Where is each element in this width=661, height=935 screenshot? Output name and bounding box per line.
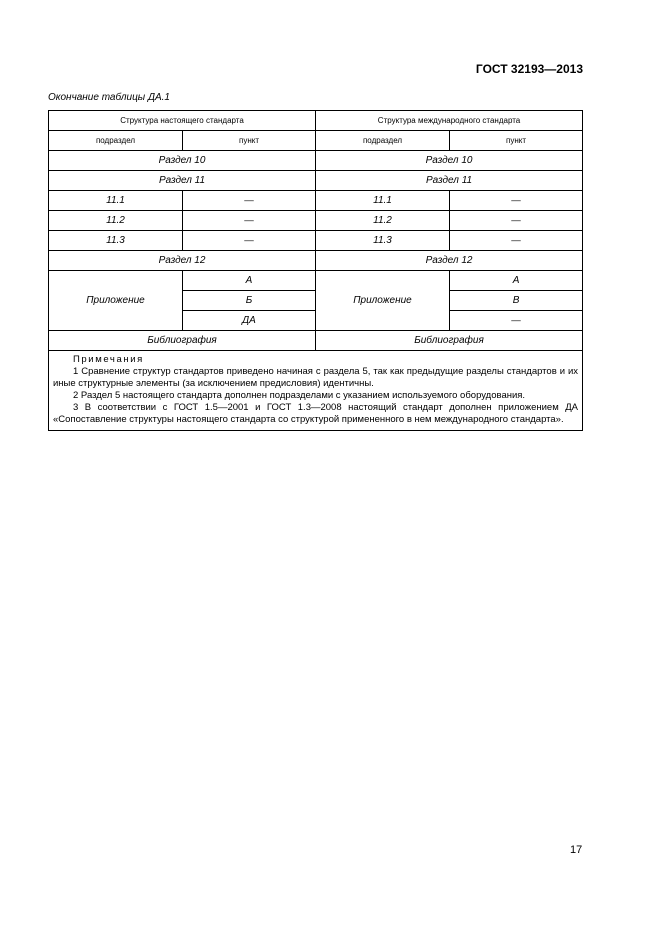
item-cell: — xyxy=(450,191,583,211)
column-subheader: подраздел xyxy=(49,131,183,151)
appendix-item-cell: — xyxy=(450,311,583,331)
subsection-cell: 11.1 xyxy=(49,191,183,211)
column-subheader: подраздел xyxy=(316,131,450,151)
page-number: 17 xyxy=(570,844,583,856)
table-caption: Окончание таблицы ДА.1 xyxy=(48,92,170,103)
notes-title: Примечания xyxy=(73,354,144,365)
table-header-row xyxy=(49,111,583,131)
table-row xyxy=(49,271,583,291)
section-cell: Раздел 10 xyxy=(49,151,316,171)
comparison-table xyxy=(48,110,583,431)
item-cell: — xyxy=(183,211,316,231)
appendix-item-cell: А xyxy=(450,271,583,291)
standard-number: ГОСТ 32193—2013 xyxy=(475,62,583,76)
appendix-label-cell: Приложение xyxy=(316,271,450,331)
table-row xyxy=(49,231,583,251)
notes-row xyxy=(49,351,583,431)
column-subheader: пункт xyxy=(450,131,583,151)
subsection-cell: 11.2 xyxy=(316,211,450,231)
table-row xyxy=(49,171,583,191)
notes-cell xyxy=(49,351,583,431)
section-cell: Раздел 10 xyxy=(316,151,583,171)
item-cell: — xyxy=(183,191,316,211)
section-cell: Раздел 11 xyxy=(49,171,316,191)
item-cell: — xyxy=(183,231,316,251)
column-group-header: Структура международного стандарта xyxy=(316,111,583,131)
column-subheader: пункт xyxy=(183,131,316,151)
bibliography-cell: Библиография xyxy=(316,331,583,351)
appendix-item-cell: ДА xyxy=(183,311,316,331)
table-row xyxy=(49,191,583,211)
bibliography-cell: Библиография xyxy=(49,331,316,351)
table-row xyxy=(49,211,583,231)
appendix-item-cell: В xyxy=(450,291,583,311)
note-item: 1 Сравнение структур стандартов приведено начиная с раздела 5, так как предыдущие разделы стандартов и их иные структурные элементы (за исключением предисловия) идентичны. xyxy=(53,366,579,389)
subsection-cell: 11.3 xyxy=(49,231,183,251)
appendix-label-cell: Приложение xyxy=(49,271,183,331)
section-cell: Раздел 12 xyxy=(49,251,316,271)
item-cell: — xyxy=(450,211,583,231)
section-cell: Раздел 11 xyxy=(316,171,583,191)
subsection-cell: 11.3 xyxy=(316,231,450,251)
column-group-header: Структура настоящего стандарта xyxy=(49,111,316,131)
table-row xyxy=(49,251,583,271)
subsection-cell: 11.2 xyxy=(49,211,183,231)
appendix-item-cell: Б xyxy=(183,291,316,311)
item-cell: — xyxy=(450,231,583,251)
appendix-item-cell: А xyxy=(183,271,316,291)
table-row xyxy=(49,331,583,351)
section-cell: Раздел 12 xyxy=(316,251,583,271)
note-item: 2 Раздел 5 настоящего стандарта дополнен подразделами с указанием используемого оборудования. xyxy=(73,390,526,401)
subsection-cell: 11.1 xyxy=(316,191,450,211)
table-subheader-row xyxy=(49,131,583,151)
table-row xyxy=(49,151,583,171)
note-item: 3 В соответствии с ГОСТ 1.5—2001 и ГОСТ 1.3—2008 настоящий стандарт дополнен приложением ДА «Сопоставление структуры настоящего стандарта со структурой примененного в нем международного стандарта». xyxy=(53,402,579,425)
